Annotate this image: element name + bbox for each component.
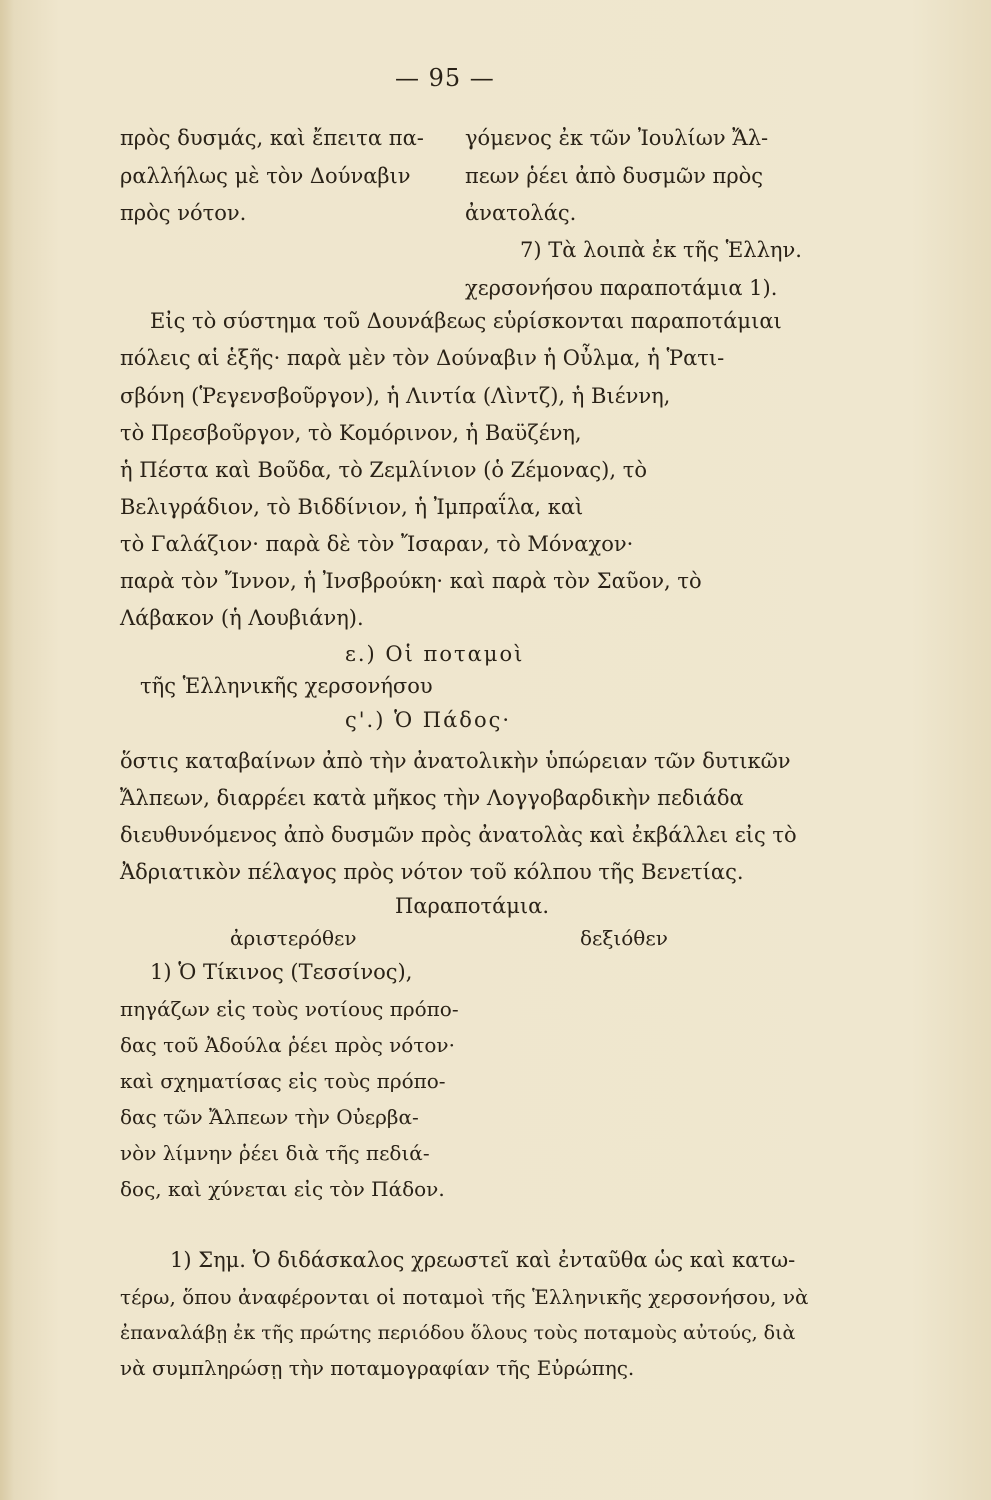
right-col-line-4: 7) Τὰ λοιπὰ ἐκ τῆς Ἑλλην. bbox=[520, 238, 802, 262]
body-line: Ἄλπεων, διαρρέει κατὰ μῆκος τὴν Λογγοβαρδικὴν πεδιάδα bbox=[120, 786, 744, 810]
body-line: παρὰ τὸν Ἴννον, ἡ Ἰνσβρούκη· καὶ παρὰ τὸν Σαῦον, τὸ bbox=[120, 569, 702, 593]
body-line: τὸ Γαλάζιον· παρὰ δὲ τὸν Ἴσαραν, τὸ Μόναχον· bbox=[120, 532, 634, 556]
page-number: — 95 — bbox=[395, 64, 495, 92]
body-line: Ἀδριατικὸν πέλαγος πρὸς νότον τοῦ κόλπου τῆς Βενετίας. bbox=[120, 860, 744, 884]
body-line: πόλεις αἱ ἑξῆς· παρὰ μὲν τὸν Δούναβιν ἡ Οὖλμα, ἡ Ῥατι- bbox=[120, 346, 725, 370]
footnote-line: ἐπαναλάβῃ ἐκ τῆς πρώτης περιόδου ὅλους τοὺς ποταμοὺς αὐτούς, διὰ bbox=[120, 1322, 796, 1344]
body-line: Εἰς τὸ σύστημα τοῦ Δουνάβεως εὑρίσκονται παραποτάμιαι bbox=[150, 309, 782, 333]
tributaries-heading: Παραποτάμια. bbox=[395, 894, 550, 918]
tributary-line: δας τοῦ Ἀδούλα ῥέει πρὸς νότον· bbox=[120, 1033, 455, 1057]
footnote-line: τέρω, ὅπου ἀναφέρονται οἱ ποταμοὶ τῆς Ἑλληνικῆς χερσονήσου, νὰ bbox=[120, 1285, 809, 1309]
left-bank-heading: ἀριστερόθεν bbox=[230, 926, 357, 950]
body-line: ὅστις καταβαίνων ἀπὸ τὴν ἀνατολικὴν ὑπώρειαν τῶν δυτικῶν bbox=[120, 749, 791, 773]
right-bank-heading: δεξιόθεν bbox=[580, 926, 668, 950]
right-col-line-1: γόμενος ἐκ τῶν Ἰουλίων Ἄλ- bbox=[465, 126, 769, 150]
tributary-line: δας τῶν Ἄλπεων τὴν Οὐερβα- bbox=[120, 1105, 419, 1129]
body-line: διευθυνόμενος ἀπὸ δυσμῶν πρὸς ἀνατολὰς καὶ ἐκβάλλει εἰς τὸ bbox=[120, 823, 797, 847]
page-edge-shadow bbox=[0, 0, 14, 1500]
tributary-line: 1) Ὁ Τίκινος (Τεσσίνος), bbox=[150, 960, 413, 984]
body-line: τὸ Πρεσβοῦργον, τὸ Κομόρινον, ἡ Βαϋζένη, bbox=[120, 421, 582, 445]
right-col-line-5: χερσονήσου παραποτάμια 1). bbox=[465, 276, 778, 300]
body-line: Λάβακον (ἡ Λουβιάνη). bbox=[120, 606, 364, 630]
left-col-line-3: πρὸς νότον. bbox=[120, 201, 247, 225]
footnote-line: νὰ συμπληρώσῃ τὴν ποταμογραφίαν τῆς Εὐρώπης. bbox=[120, 1356, 635, 1380]
section-heading-st: ς'.) Ὁ Πάδος· bbox=[345, 708, 512, 732]
body-line: Βελιγράδιον, τὸ Βιδδίνιον, ἡ Ἰμπραΐλα, καὶ bbox=[120, 495, 584, 519]
right-col-line-3: ἀνατολάς. bbox=[465, 201, 577, 225]
tributary-line: δος, καὶ χύνεται εἰς τὸν Πάδον. bbox=[120, 1177, 445, 1201]
left-col-line-2: ραλλήλως μὲ τὸν Δούναβιν bbox=[120, 164, 411, 188]
footnote-line: 1) Σημ. Ὁ διδάσκαλος χρεωστεῖ καὶ ἐνταῦθα ὡς καὶ κατω- bbox=[170, 1248, 796, 1272]
section-subheading-e: τῆς Ἑλληνικῆς χερσονήσου bbox=[140, 674, 433, 698]
body-line: σβόνη (Ῥεγενσβοῦργον), ἡ Λιντία (Λὶντζ), ἡ Βιέννη, bbox=[120, 384, 671, 408]
tributary-line: πηγάζων εἰς τοὺς νοτίους πρόπο- bbox=[120, 997, 459, 1021]
tributary-line: καὶ σχηματίσας εἰς τοὺς πρόπο- bbox=[120, 1069, 446, 1093]
section-heading-e: ε.) Οἱ ποταμοὶ bbox=[345, 642, 525, 666]
body-line: ἡ Πέστα καὶ Βοῦδα, τὸ Ζεμλίνιον (ὁ Ζέμονας), τὸ bbox=[120, 458, 647, 482]
tributary-line: νὸν λίμνην ῥέει διὰ τῆς πεδιά- bbox=[120, 1141, 430, 1165]
left-col-line-1: πρὸς δυσμάς, καὶ ἔπειτα πα- bbox=[120, 126, 424, 150]
right-col-line-2: πεων ῥέει ἀπὸ δυσμῶν πρὸς bbox=[465, 164, 764, 188]
